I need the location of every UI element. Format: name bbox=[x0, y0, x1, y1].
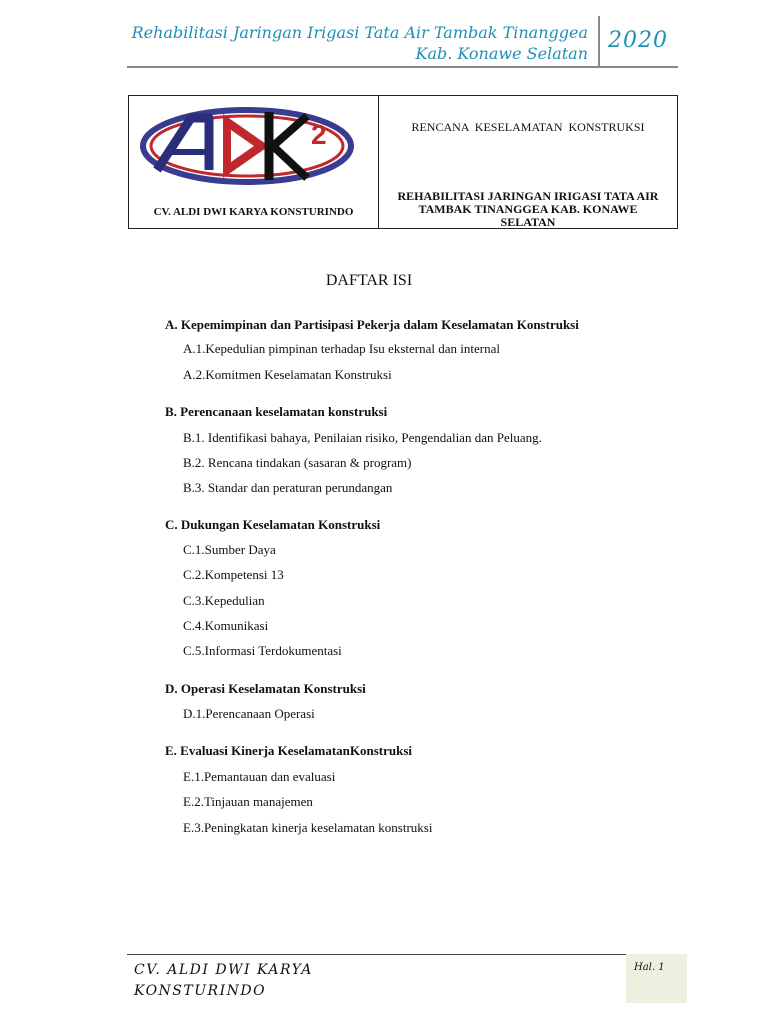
document-header-title bbox=[132, 22, 588, 64]
toc-item-c5[interactable]: C.5.Informasi Terdokumentasi bbox=[183, 643, 342, 658]
toc-section-c[interactable]: C. Dukungan Keselamatan Konstruksi bbox=[165, 517, 381, 532]
toc-item-c2[interactable]: C.2.Kompetensi 13 bbox=[183, 567, 284, 582]
footer-divider bbox=[127, 954, 627, 955]
footer-company-line-2: KONSTURINDO bbox=[134, 983, 267, 999]
toc-item-d1[interactable]: D.1.Perencanaan Operasi bbox=[183, 706, 315, 721]
plan-title: RENCANA KESELAMATAN KONSTRUKSI bbox=[411, 120, 645, 134]
toc-title-text: DAFTAR ISI bbox=[325, 272, 413, 289]
page-number: Hal. 1 bbox=[634, 962, 665, 973]
toc-section-e[interactable]: E. Evaluasi Kinerja KeselamatanKonstruksi bbox=[165, 743, 413, 758]
toc-item-b3[interactable]: B.3. Standar dan peraturan perundangan bbox=[183, 480, 393, 495]
toc-item-b2[interactable]: B.2. Rencana tindakan (sasaran & program) bbox=[183, 455, 412, 470]
header-line-2: Kab. Konawe Selatan bbox=[415, 44, 588, 63]
toc-section-b[interactable]: B. Perencanaan keselamatan konstruksi bbox=[165, 404, 388, 419]
toc-item-b1[interactable]: B.1. Identifikasi bahaya, Penilaian risiko, Pengendalian dan Peluang. bbox=[183, 430, 542, 445]
header-year: 2020 bbox=[608, 28, 668, 53]
toc-title bbox=[0, 272, 768, 290]
header-divider-vertical bbox=[598, 16, 600, 68]
company-logo bbox=[139, 104, 369, 188]
toc-item-a2[interactable]: A.2.Komitmen Keselamatan Konstruksi bbox=[183, 367, 392, 382]
title-block bbox=[128, 95, 678, 229]
project-title: REHABILITASI JARINGAN IRIGASI TATA AIR TAMBAK TINANGGEA KAB. KONAWE SELATAN bbox=[397, 189, 659, 229]
toc-item-e1[interactable]: E.1.Pemantauan dan evaluasi bbox=[183, 769, 336, 784]
toc-section-a[interactable]: A. Kepemimpinan dan Partisipasi Pekerja dalam Keselamatan Konstruksi bbox=[165, 317, 579, 332]
footer-company-line-1: CV. ALDI DWI KARYA bbox=[134, 962, 313, 978]
toc-item-c4[interactable]: C.4.Komunikasi bbox=[183, 618, 269, 633]
svg-text:2: 2 bbox=[311, 119, 327, 150]
title-block-divider bbox=[378, 96, 379, 228]
header-divider-horizontal bbox=[127, 66, 678, 68]
toc-section-d[interactable]: D. Operasi Keselamatan Konstruksi bbox=[165, 681, 366, 696]
toc-item-c3[interactable]: C.3.Kepedulian bbox=[183, 593, 265, 608]
toc-item-c1[interactable]: C.1.Sumber Daya bbox=[183, 542, 276, 557]
page-number-box bbox=[626, 954, 687, 1003]
company-name: CV. ALDI DWI KARYA KONSTURINDO bbox=[153, 206, 354, 218]
toc-item-e2[interactable]: E.2.Tinjauan manajemen bbox=[183, 794, 313, 809]
header-line-1: Rehabilitasi Jaringan Irigasi Tata Air Tambak Tinanggea bbox=[131, 23, 588, 42]
toc-item-e3[interactable]: E.3.Peningkatan kinerja keselamatan konstruksi bbox=[183, 820, 433, 835]
toc-item-a1[interactable]: A.1.Kepedulian pimpinan terhadap Isu eksternal dan internal bbox=[183, 341, 500, 356]
footer-company bbox=[134, 960, 313, 1002]
